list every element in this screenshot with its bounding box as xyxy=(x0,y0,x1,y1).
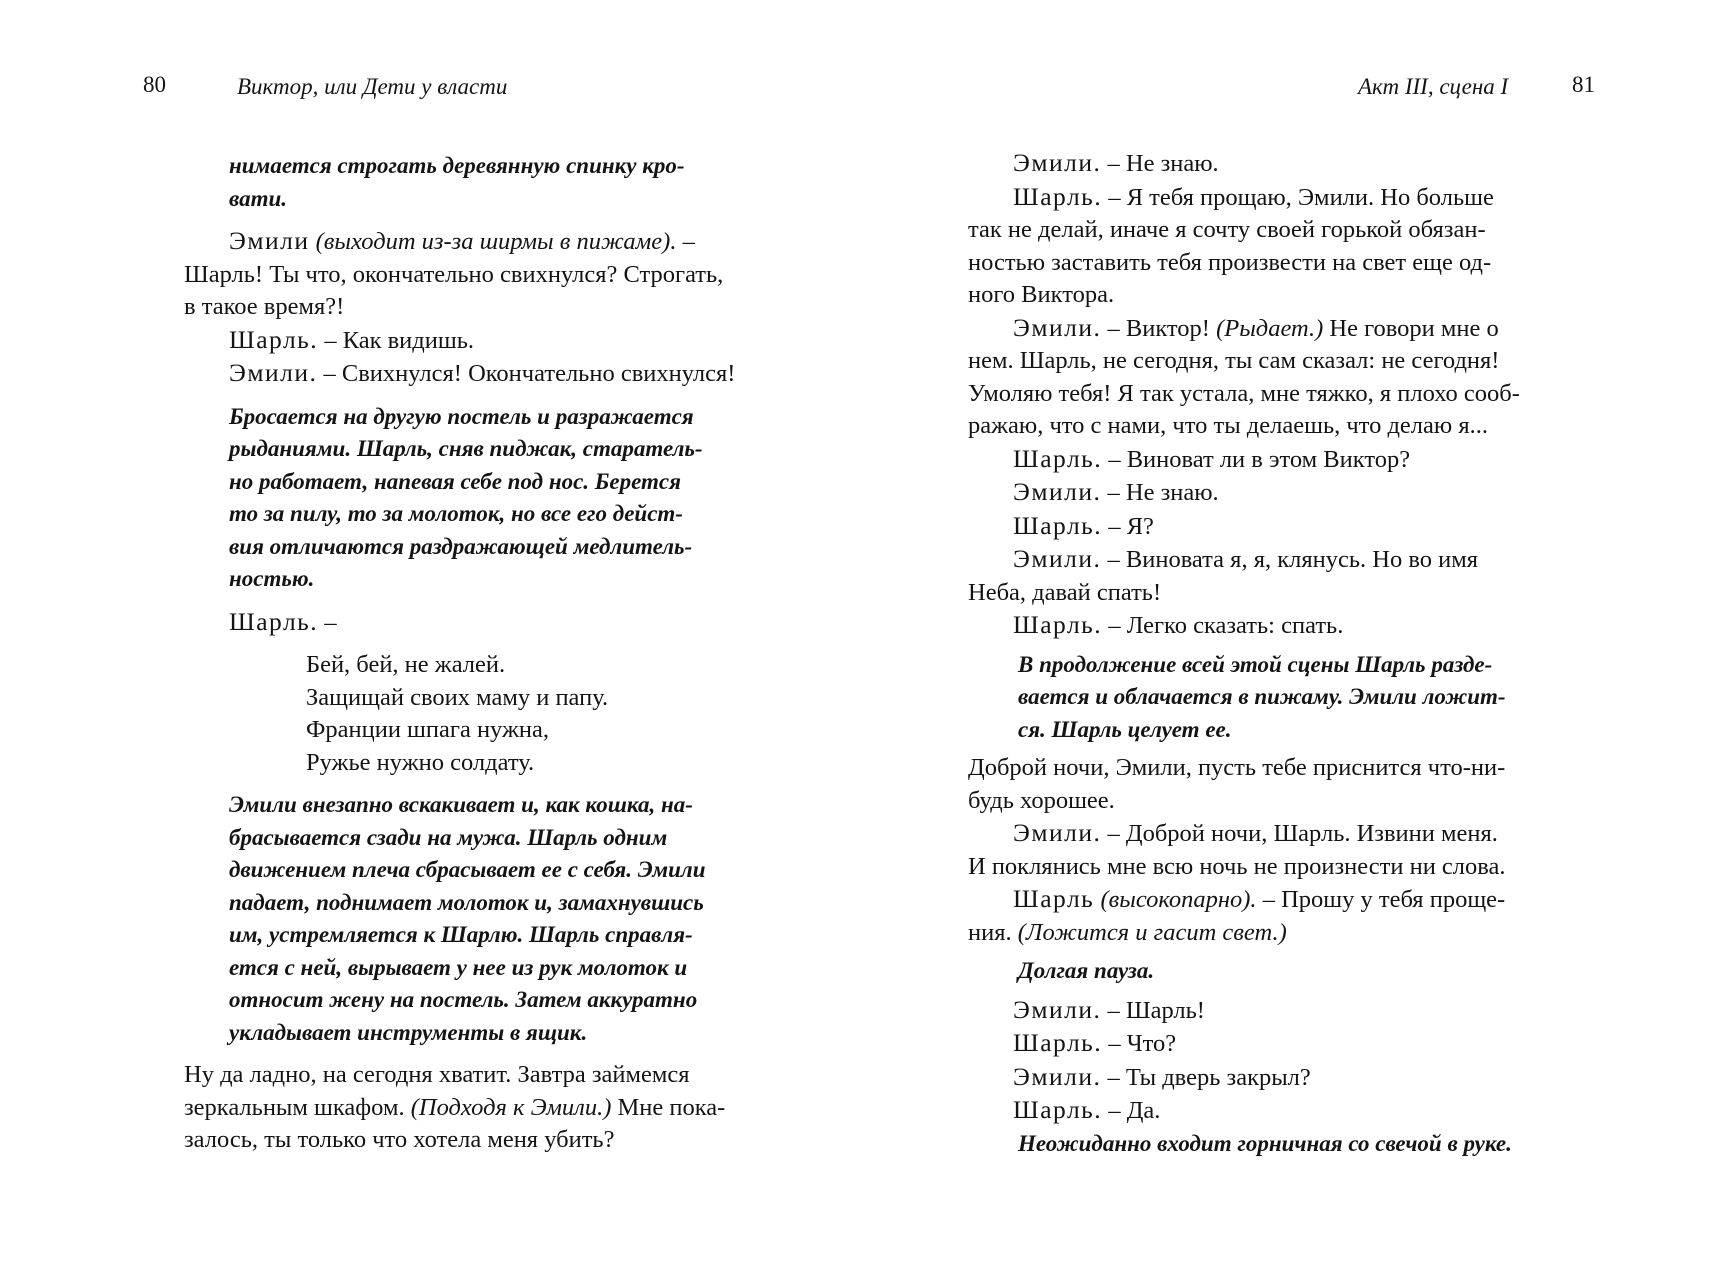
left-page-number: 80 xyxy=(143,72,166,97)
speaker-name: Шарль. xyxy=(229,324,319,354)
speaker-name: Эмили. xyxy=(1013,477,1102,506)
dialogue-line: Шарль. – Да. xyxy=(1013,1095,1161,1124)
speaker-name: Эмили. xyxy=(229,358,318,387)
stage-direction: В продолжение всей этой сцены Шарль разде- вается и облачается в пижаму. Эмили ложит- ся. Шарль целует ее. xyxy=(1018,651,1506,742)
speaker-name: Шарль. xyxy=(229,606,319,636)
dialogue-line: Эмили. – Не знаю. xyxy=(1013,148,1219,177)
dialogue-line: залось, ты только что хотела меня убить? xyxy=(184,1126,615,1153)
dialogue-line: Эмили. – Ты дверь закрыл? xyxy=(1013,1061,1311,1091)
left-page-text: нимается строгать деревянную спинку кро- вати. Эмили (выходит из-за ширмы в пижаме). – Шарль! Ты что, окончательно свихнулся? Строгать, в такое время?! Шарль. – Как видишь. Эмили. – Свихнулся! Окончательно свихнулся! Бросается на другую постель и разражается рыданиями. Шарль, сняв пиджак, старатель- но работает, напевая себе под нос. Берется то за пилу, то за молоток, но все его дейст- вия отличаются раздражающей медлитель- ностью. Шарль. – Бей, бей, не жалей. Защищай своих маму и папу. Франции шпага нужна, Ружье нужно солдату. Эмили внезапно вскакивает и, как кошка, на- брасывается сзади на мужа. Шарль одним движением плеча сбрасывает ее с себя. Эмили падает, поднимает молоток и, замахнувшись им, устремляется к Шарлю. Шарль справля- ется с ней, вырывает у нее из рук молоток и относит жену на постель. Затем аккуратно укладывает инструменты в ящик. Ну да ладно, на сегодня хватит. Завтра займемся зеркальным шкафом. (Подходя к Эмили.) Мне пока- залось, ты только что хотела меня убить? xyxy=(184,150,779,1157)
dialogue-line: Шарль. – Что? xyxy=(1013,1028,1177,1057)
speaker-name: Шарль. xyxy=(1013,510,1103,540)
speaker-name: Шарль. xyxy=(1013,1095,1103,1124)
speaker-name: Шарль. xyxy=(1013,610,1103,639)
stage-direction: Неожиданно входит горничная со свечой в руке. xyxy=(1018,1130,1512,1156)
dialogue-line: Шарль (высокопарно). – Прошу у тебя проще- xyxy=(1013,884,1506,913)
dialogue-line: Эмили. – Свихнулся! Окончательно свихнулся! xyxy=(229,358,736,387)
speaker-name: Эмили. xyxy=(1013,1061,1102,1091)
stage-direction: Долгая пауза. xyxy=(1018,958,1155,983)
dialogue-line: Ну да ладно, на сегодня хватит. Завтра займемся xyxy=(184,1061,690,1088)
right-page-text: Эмили. – Не знаю. Шарль. – Я тебя прощаю, Эмили. Но больше так не делай, иначе я сочту своей горькой обязан- ностью заставить тебя произвести на свет еще од- ного Виктора. Эмили. – Виктор! (Рыдает.) Не говори мне о нем. Шарль, не сегодня, ты сам сказал: не сегодня! Умоляю тебя! Я так устала, мне тяжко, я плохо сооб- ражаю, что с нами, что ты делаешь, что делаю я... Шарль. – Виноват ли в этом Виктор? Эмили. – Не знаю. Шарль. – Я? Эмили. – Виновата я, я, клянусь. Но во имя Неба, давай спать! Шарль. – Легко сказать: спать. В продолжение всей этой сцены Шарль разде- вается и облачается в пижаму. Эмили ложит- ся. Шарль целует ее. Доброй ночи, Эмили, пусть тебе приснится что-ни- будь хорошее. Эмили. – Доброй ночи, Шарль. Извини меня. И поклянись мне всю ночь не произнести ни слова. Шарль (высокопарно). – Прошу у тебя проще- ния. (Ложится и гасит свет.) Долгая пауза. Эмили. – Шарль! Шарль. – Что? Эмили. – Ты дверь закрыл? Шарль. – Да. Неожиданно входит горничная со свечой в руке. xyxy=(968,147,1576,1160)
speaker-name: Шарль xyxy=(1013,884,1095,913)
dialogue-line: Эмили. – Виктор! (Рыдает.) Не говори мне о xyxy=(1013,312,1499,342)
speaker-name: Эмили. xyxy=(1013,148,1102,177)
speaker-name: Эмили. xyxy=(1013,994,1102,1024)
dialogue-line: Эмили. – Виновата я, я, клянусь. Но во имя xyxy=(1013,544,1479,573)
stage-direction: нимается строгать деревянную спинку кро- вати. xyxy=(229,153,685,211)
speaker-name: Эмили xyxy=(229,226,310,255)
dialogue-line: Эмили. – Не знаю. xyxy=(1013,477,1219,506)
dialogue-line: Шарль. – Виноват ли в этом Виктор? xyxy=(1013,443,1411,473)
dialogue-line: зеркальным шкафом. (Подходя к Эмили.) Мне пока- xyxy=(184,1093,726,1121)
right-page xyxy=(858,0,1716,1286)
speaker-name: Шарль. xyxy=(1013,443,1103,473)
stage-direction: Бросается на другую постель и разражается рыданиями. Шарль, сняв пиджак, старатель- но работает, напевая себе под нос. Берется то за пилу, то за молоток, но все его дейст- вия отличаются раздражающей медлитель- ностью. xyxy=(229,403,703,591)
dialogue-line: Шарль. – Легко сказать: спать. xyxy=(1013,610,1344,639)
left-running-title: Виктор, или Дети у власти xyxy=(237,74,508,99)
right-page-number: 81 xyxy=(1572,72,1595,97)
speaker-name: Шарль. xyxy=(1013,1028,1103,1057)
speaker-name: Шарль. xyxy=(1013,181,1103,211)
dialogue-line: Эмили. – Шарль! xyxy=(1013,994,1205,1024)
dialogue-line: Эмили (выходит из-за ширмы в пижаме). – xyxy=(229,226,695,255)
stage-direction: Эмили внезапно вскакивает и, как кошка, на- брасывается сзади на мужа. Шарль одним движением плеча сбрасывает ее с себя. Эмили падает, поднимает молоток и, замахнувшись им, устремляется к Шарлю. Шарль справля- ется с ней, вырывает у нее из рук молоток и относит жену на постель. Затем аккуратно укладывает инструменты в ящик. xyxy=(229,792,706,1045)
dialogue-line: Эмили. – Доброй ночи, Шарль. Извини меня. xyxy=(1013,818,1498,847)
dialogue-line: Шарль. – Я тебя прощаю, Эмили. Но больше xyxy=(1013,181,1494,211)
dialogue-line: Шарль. – xyxy=(229,606,337,636)
dialogue-line: Шарль. – Я? xyxy=(1013,510,1154,540)
speaker-name: Эмили. xyxy=(1013,544,1102,573)
dialogue-line: Шарль. – Как видишь. xyxy=(229,324,475,354)
right-running-title: Акт III, сцена I xyxy=(1358,74,1509,99)
song-verse: Бей, бей, не жалей. Защищай своих маму и папу. Франции шпага нужна, Ружье нужно солдату. xyxy=(306,651,609,776)
speaker-name: Эмили. xyxy=(1013,818,1102,847)
speaker-name: Эмили. xyxy=(1013,312,1102,342)
dialogue-line: Доброй ночи, Эмили, пусть тебе приснится что-ни- xyxy=(968,754,1506,781)
